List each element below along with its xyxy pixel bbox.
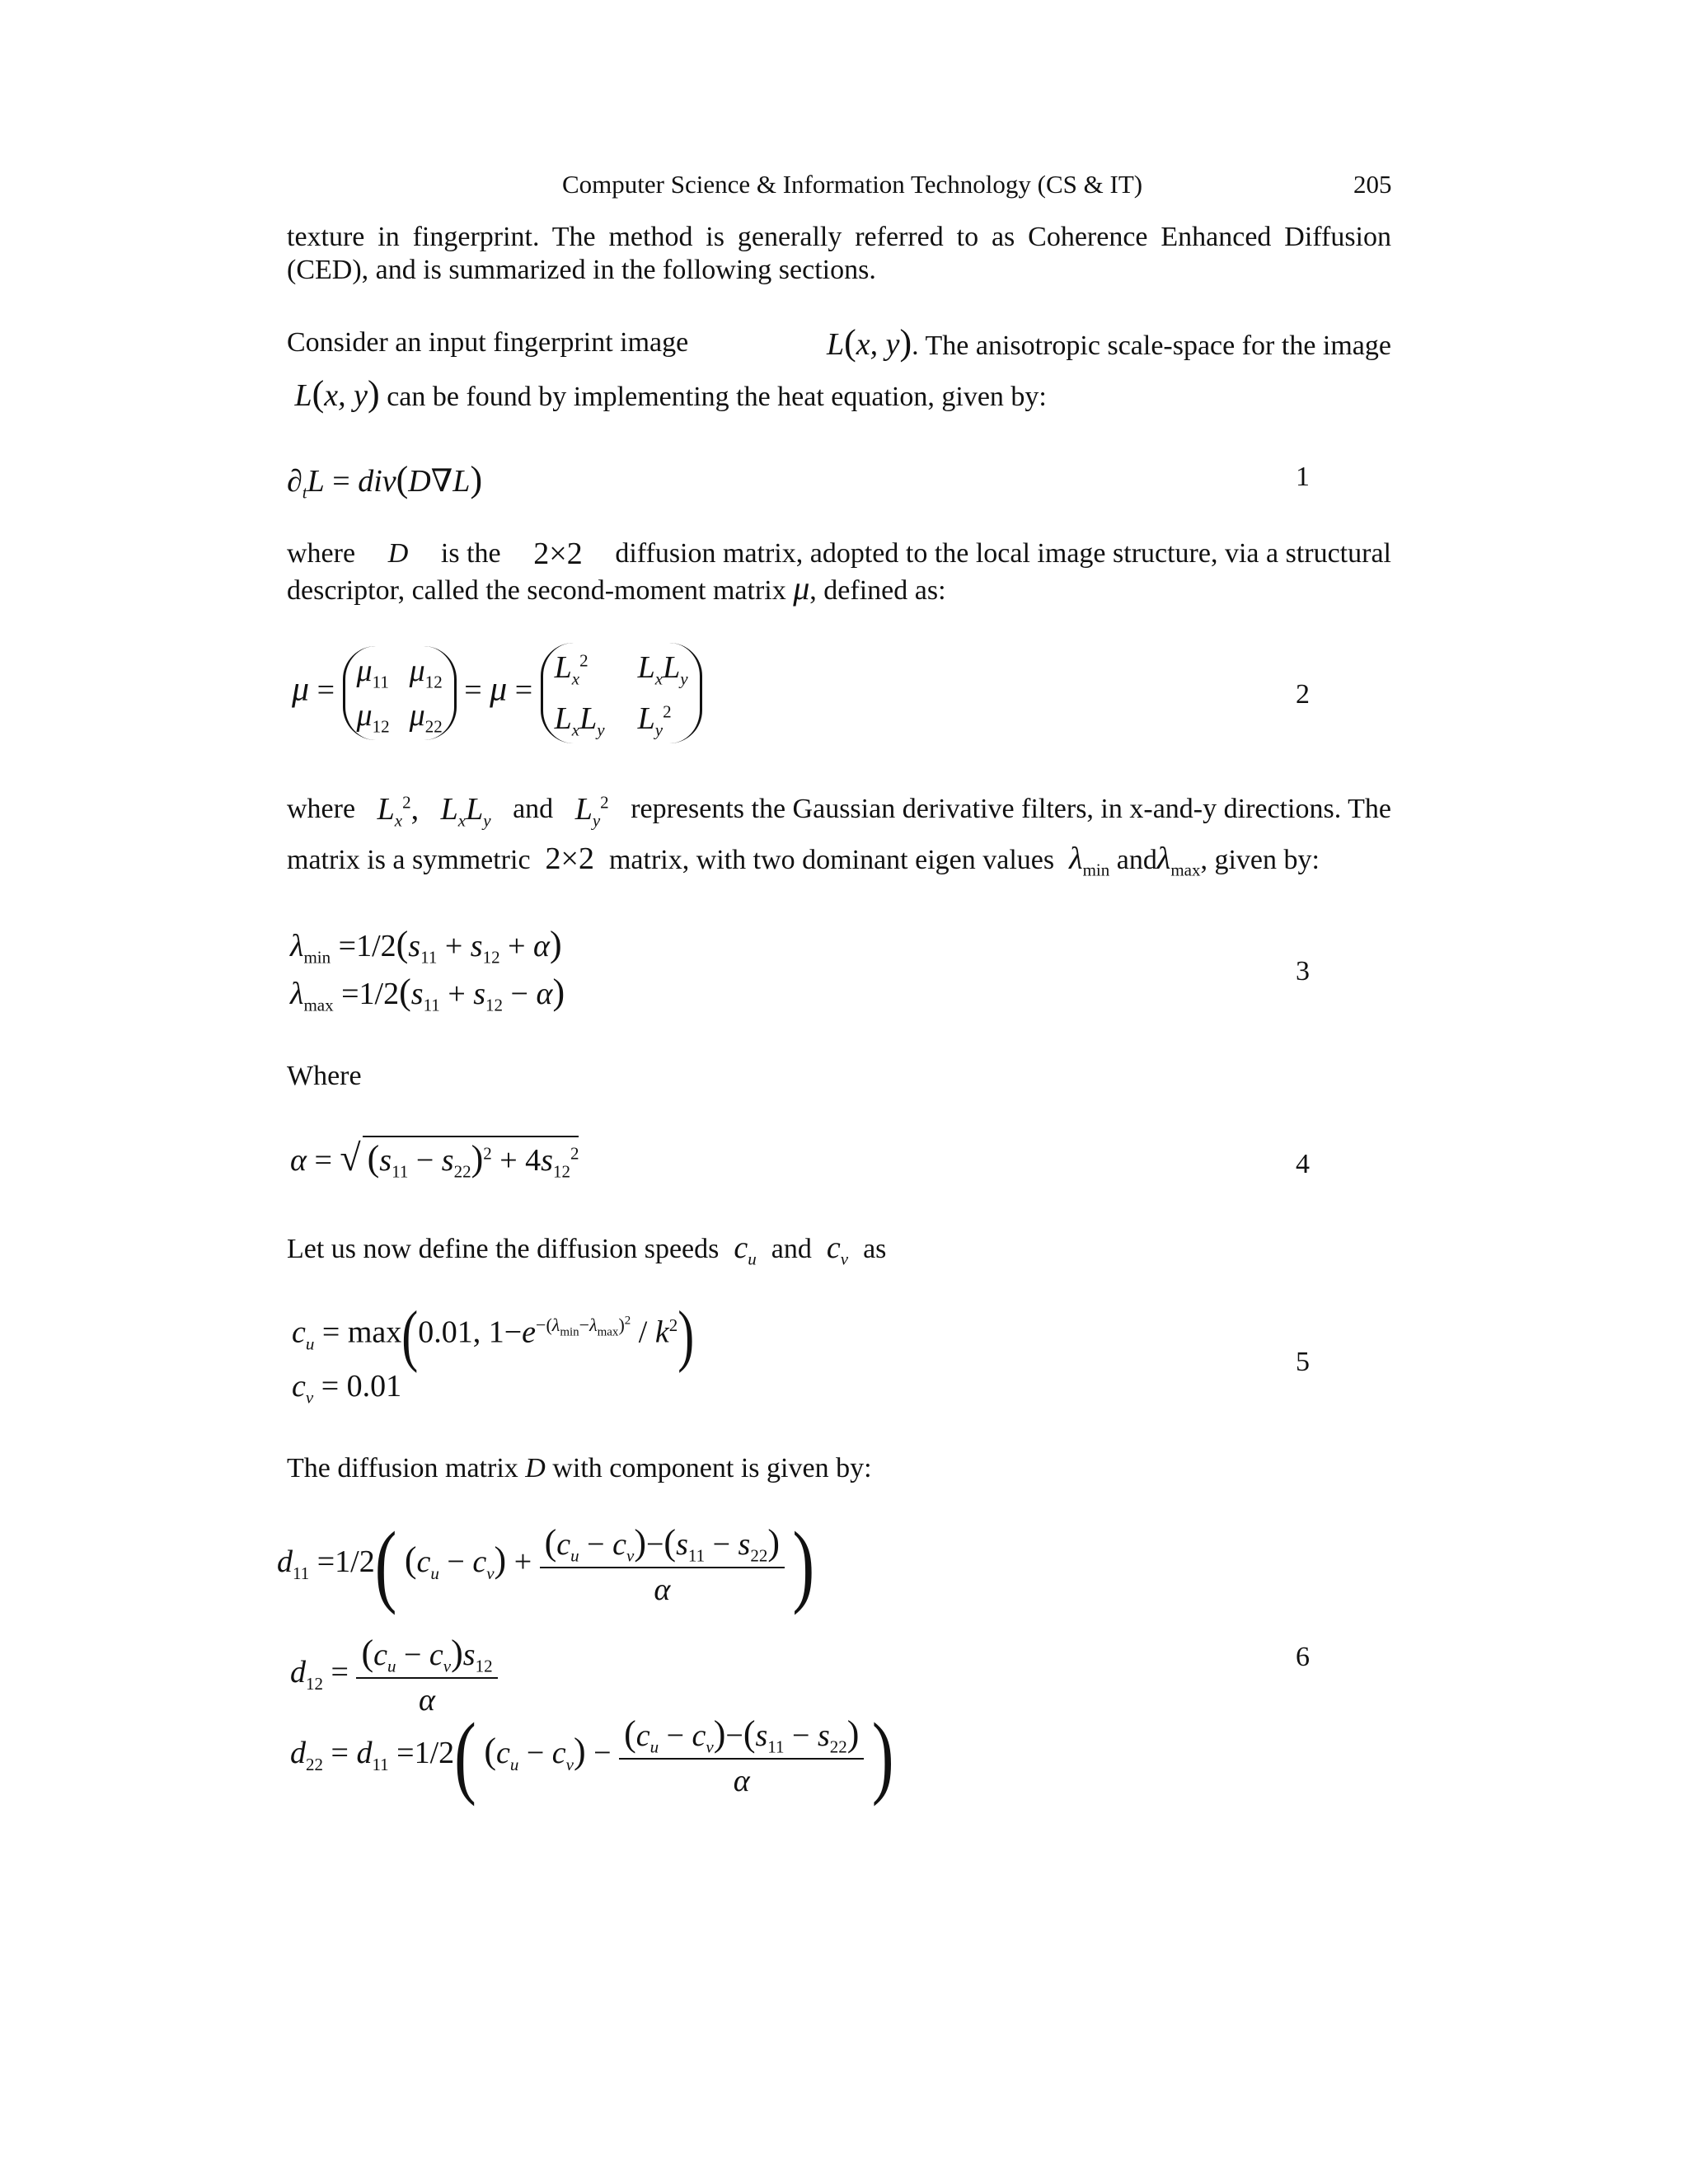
ly2: $L_y^2$ [574, 792, 609, 831]
symmetric-text: matrix is a symmetric [287, 845, 531, 875]
equation-5-number: 5 [1296, 1347, 1310, 1377]
header-title: Computer Science & Information Technology (CS & IT) [562, 170, 1143, 199]
speeds-text: Let us now define the diffusion speeds [287, 1234, 720, 1264]
consider-text: Consider an input fingerprint image [287, 327, 689, 358]
consider-line-1 [287, 322, 1391, 363]
given-by-text: , given by: [1200, 845, 1320, 875]
consider-line2-tail: can be found by implementing the heat equation, given by: [387, 382, 1047, 412]
equation-2: μ = $\mu_{11}$ $\mu_{12}$ $\mu_{12}$ $\mu_{22}$ = μ = $L_x^2$ $L_xL_y$ $L_xL_y$ $L_y^2$ [292, 643, 702, 743]
speeds-as: as [863, 1234, 887, 1264]
equation-6-line-2: $d_{12}$ = $\frac{(c_u - c_v)s_{12}}{\alpha}$ [290, 1632, 498, 1718]
where-d-rest: diffusion matrix, adopted to the local image structure, via a structural [615, 538, 1391, 569]
eigen-text: matrix, with two dominant eigen values [608, 845, 1055, 875]
where-d-line-1 [287, 537, 1391, 570]
consider-tail: . The anisotropic scale-space for the image [912, 330, 1391, 361]
cv-value: 0.01 [346, 1369, 402, 1404]
equation-3-number: 3 [1296, 956, 1310, 987]
equation-3-line-2: $\lambda_{max} =1/2(s_{11} + s_{12} - \alpha)$ [290, 972, 565, 1015]
where-d-line-2: descriptor, called the second-moment matrix μ, defined as: [287, 569, 946, 607]
consider-line-2: L(x, y) can be found by implementing the heat equation, given by: [287, 373, 1047, 414]
l-matrix: $L_x^2$ $L_xL_y$ $L_xL_y$ $L_y^2$ [541, 643, 702, 743]
where-d-is-the: is the [440, 538, 501, 569]
equation-4-number: 4 [1296, 1149, 1310, 1179]
mu-matrix: $\mu_{11}$ $\mu_{12}$ $\mu_{12}$ $\mu_{22}$ [343, 646, 457, 740]
equation-5-line-2: $c_v = 0.01$ [292, 1369, 402, 1408]
equation-1: $\partial_tL = div(D\nabla L)$ [287, 459, 483, 503]
equation-6-line-1: $d_{11} =1/2$( $(c_u - c_v)$ + $\frac{(c_u - c_v)-(s_{11} - s_{22})}{\alpha}$ ) [277, 1513, 815, 1616]
diffusion-text-a: The diffusion matrix [287, 1453, 518, 1483]
equation-3-line-1: $\lambda_{min} =1/2(s_{11} + s_{12} + \alpha)$ [290, 924, 562, 968]
diffusion-matrix-line: The diffusion matrix D with component is given by: [287, 1453, 872, 1483]
defined-as-text: , defined as: [809, 575, 946, 606]
eigen-and: and [1116, 845, 1157, 875]
equation-2-number: 2 [1296, 679, 1310, 710]
where-l-line-1 [287, 792, 1391, 831]
lx2: $L_x^2$, [377, 792, 420, 831]
max-word: max [347, 1315, 402, 1350]
where-l-and: and [513, 794, 554, 824]
equation-1-number: 1 [1296, 462, 1310, 492]
descriptor-text: descriptor, called the second-moment matrix [287, 575, 786, 606]
where-word: Where [287, 1061, 362, 1091]
lxly: $L_xL_y$ [440, 792, 491, 831]
equation-6-number: 6 [1296, 1642, 1310, 1672]
equation-4: α = √ $(s_{11} - s_{22})^2 + 4s_{12}^2$ [290, 1137, 579, 1182]
consider-image-expr: L(x, y). The anisotropic scale-space for the image [826, 322, 1391, 363]
diffusion-text-b: with component is given by: [552, 1453, 872, 1483]
where-l-rest: represents the Gaussian derivative filters, in x-and-y directions. The [631, 794, 1391, 824]
page-number: 205 [1353, 170, 1392, 199]
intro-line-2: (CED), and is summarized in the following sections. [287, 255, 876, 285]
symbol-D: D [387, 538, 409, 569]
speeds-line: Let us now define the diffusion speeds $c_u$ and $c_v$ as [287, 1230, 887, 1269]
where-l-word: where [287, 794, 356, 824]
dim-2x2: 2×2 [533, 537, 583, 571]
equation-6-line-3: $d_{22} = d_{11} =1/2$( $(c_u - c_v)$ − $\frac{(c_u - c_v)-(s_{11} - s_{22})}{\alpha}$ ) [290, 1704, 894, 1807]
where-d-word: where [287, 538, 356, 569]
intro-line-1: texture in fingerprint. The method is generally referred to as Coherence Enhanced Diffusion [287, 222, 1391, 252]
speeds-and: and [771, 1234, 812, 1264]
equation-5-line-1: $c_u = \max(0.01$, $1-e^{-(\lambda_{min}-\lambda_{max})^2} / k^2$) [292, 1296, 695, 1374]
where-l-line-2: matrix is a symmetric 2×2 matrix, with two dominant eigen values $\lambda_{min}$ andλ$_{max}$, given by: [287, 841, 1320, 880]
